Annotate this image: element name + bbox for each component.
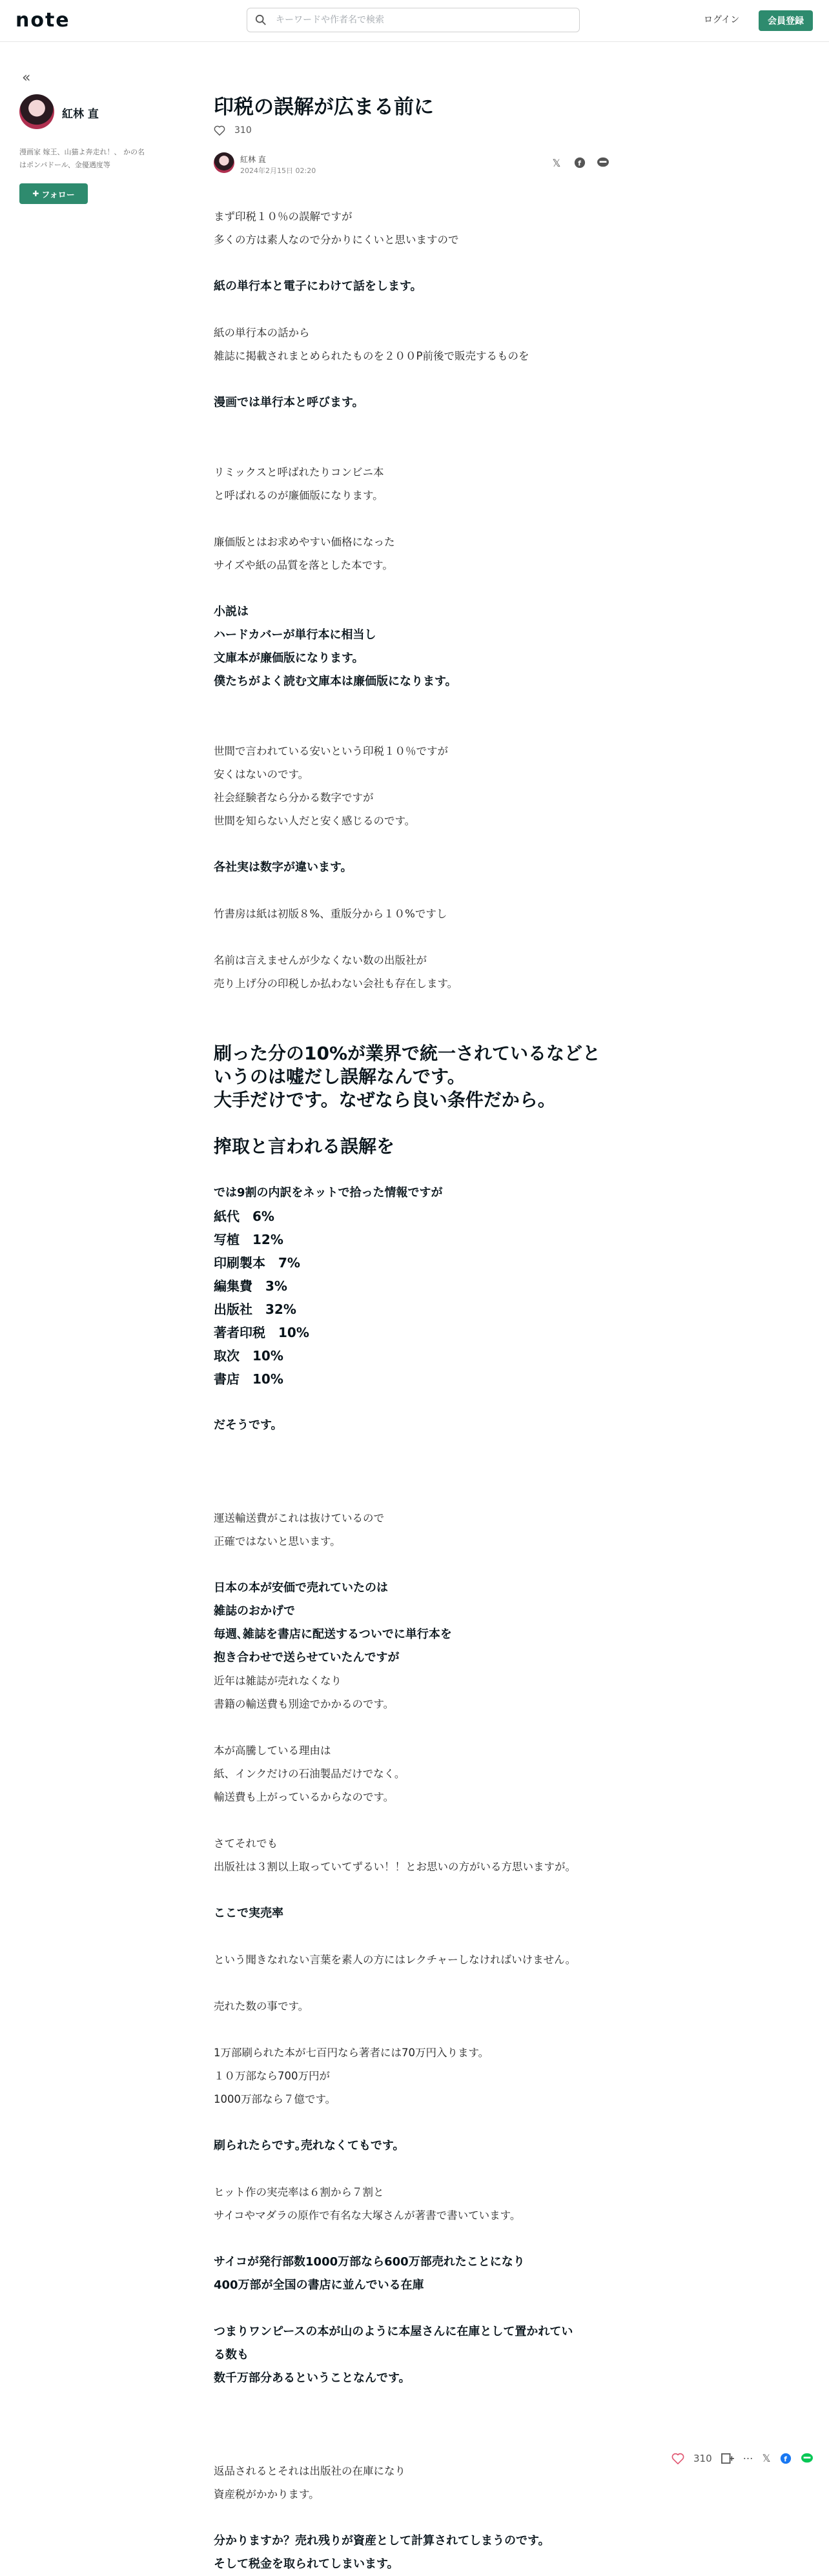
bottom-like-count: 310 bbox=[693, 2452, 712, 2464]
article-paragraph: ここで実売率 bbox=[214, 1906, 283, 1920]
article-paragraph: 廉価版とはお求めやすい価格になった bbox=[214, 536, 395, 548]
article-paragraph: では9割の内訳をネットで拾った情報ですが bbox=[214, 1186, 443, 1200]
article-paragraph: 漫画では単行本と呼びます。 bbox=[214, 396, 364, 409]
facebook-share-icon[interactable] bbox=[573, 156, 586, 169]
spacer bbox=[214, 833, 614, 856]
follow-button[interactable] bbox=[19, 183, 88, 204]
magazine-add-icon[interactable] bbox=[721, 2453, 734, 2464]
spacer bbox=[214, 1879, 614, 1902]
article-paragraph: 400万部が全国の書店に並んでいる在庫 bbox=[214, 2278, 424, 2292]
signup-button[interactable]: 会員登録 bbox=[759, 10, 813, 31]
spacer bbox=[214, 2111, 614, 2134]
article-paragraph: 竹書房は紙は初版８%、重版分から１０%ですし bbox=[214, 908, 447, 920]
article-paragraph: 各社実は数字が違います。 bbox=[214, 861, 353, 874]
article-paragraph: 日本の本が安価で売れていたのは bbox=[214, 1581, 388, 1595]
article-paragraph: 本が高騰している理由は bbox=[214, 1744, 331, 1757]
article-paragraph: 紙の単行本と電子にわけて話をします。 bbox=[214, 280, 422, 293]
article-paragraph: 雑誌のおかげで bbox=[214, 1604, 295, 1618]
article-paragraph: 資産税がかかります。 bbox=[214, 2488, 320, 2500]
site-header bbox=[0, 0, 829, 42]
spacer bbox=[214, 1809, 614, 1832]
spacer bbox=[214, 507, 614, 531]
article-paragraph: 雑誌に掲載されまとめられたものを２００P前後で販売するものを bbox=[214, 350, 529, 362]
article-paragraph: 近年は雑誌が売れなくなり bbox=[214, 1675, 342, 1687]
svg-text:f: f bbox=[783, 2455, 787, 2463]
facebook-share-icon[interactable] bbox=[780, 2453, 792, 2464]
breakdown-item: 写植 12% bbox=[214, 1232, 283, 1247]
article-paragraph: 多くの方は素人なので分かりにくいと思いますので bbox=[214, 234, 459, 246]
article-paragraph: 名前は言えませんが少なくない数の出版社が bbox=[214, 954, 427, 966]
article-paragraph: サイコが発行部数1000万部なら600万部売れたことになり bbox=[214, 2255, 525, 2269]
article-paragraph: 安くはないのです。 bbox=[214, 768, 309, 781]
spacer bbox=[214, 2390, 614, 2413]
article-paragraph: 返品されるとそれは出版社の在庫になり bbox=[214, 2465, 405, 2477]
article-paragraph: サイズや紙の品質を落とした本です。 bbox=[214, 559, 393, 571]
more-icon[interactable]: ⋯ bbox=[742, 2452, 753, 2464]
user-plus-icon: ✚ bbox=[32, 189, 39, 198]
spacer bbox=[214, 2506, 614, 2530]
breakdown-item: 出版社 32% bbox=[214, 1302, 296, 1317]
article-paragraph: 1000万部なら７億です。 bbox=[214, 2093, 336, 2105]
article-paragraph: 小説は bbox=[214, 605, 249, 618]
spacer bbox=[214, 1437, 614, 1460]
spacer bbox=[214, 1925, 614, 1948]
svg-text:f: f bbox=[578, 159, 582, 168]
article-paragraph: ハードカバーが単行本に相当し bbox=[214, 628, 376, 642]
x-share-icon[interactable]: 𝕏 bbox=[762, 2452, 771, 2464]
x-share-icon[interactable]: 𝕏 bbox=[552, 156, 561, 169]
spacer bbox=[214, 298, 614, 322]
article-paragraph: だそうです。 bbox=[214, 1418, 283, 1432]
spacer bbox=[214, 368, 614, 391]
article-paragraph: 分かりますか？売れ残りが資産として計算されてしまうのです。 bbox=[214, 2534, 550, 2548]
breakdown-item: 著者印税 10% bbox=[214, 1325, 309, 1340]
spacer bbox=[214, 1716, 614, 1739]
article-paragraph: 文庫本が廉価版になります。 bbox=[214, 651, 364, 665]
article-paragraph: 運送輸送費がこれは抜けているので bbox=[214, 1512, 384, 1524]
spacer bbox=[214, 438, 614, 461]
line-share-icon[interactable] bbox=[801, 2453, 814, 2464]
author-bio: 漫画家 嫁王、山猫よ奔走れ！、 かの名はポンパドール、金優遇度等 bbox=[19, 148, 145, 169]
article-paragraph: 世間で言われている安いという印税１０％ですが bbox=[214, 745, 448, 757]
article-paragraph: と呼ばれるのが廉価版になります。 bbox=[214, 489, 384, 502]
article-heading: いうのは嘘だし誤解なんです。 bbox=[214, 1066, 466, 1087]
article-heading: 大手だけです。なぜなら良い条件だから。 bbox=[214, 1089, 556, 1110]
article-paragraph: まず印税１０％の誤解ですが bbox=[214, 210, 353, 223]
breakdown-item: 取次 10% bbox=[214, 1348, 283, 1364]
line-share-icon[interactable] bbox=[597, 156, 609, 169]
article-paragraph: さてそれでも bbox=[214, 1837, 278, 1850]
article-paragraph: ヒット作の実売率は６割から７割と bbox=[214, 2186, 384, 2198]
article-paragraph: 抱き合わせで送らせていたんですが bbox=[214, 1651, 400, 1664]
spacer bbox=[214, 577, 614, 600]
article-heading: 刷った分の10%が業界で統一されているなどと bbox=[214, 1043, 601, 1064]
spacer bbox=[214, 1112, 614, 1135]
spacer bbox=[214, 252, 614, 275]
breakdown-item: 書店 10% bbox=[214, 1371, 283, 1387]
article-paragraph: 売れた数の事です。 bbox=[214, 2000, 309, 2012]
article-paragraph: 数千万部分あるということなんです。 bbox=[214, 2371, 411, 2385]
article-paragraph: 書籍の輸送費も別途でかかるのです。 bbox=[214, 1698, 394, 1710]
login-link[interactable]: ログイン bbox=[704, 15, 740, 25]
search-input[interactable] bbox=[274, 14, 561, 26]
spacer bbox=[214, 2227, 614, 2251]
follow-label: フォロー bbox=[41, 190, 75, 200]
spacer bbox=[214, 2413, 614, 2437]
spacer bbox=[214, 2437, 614, 2460]
like-count: 310 bbox=[234, 125, 252, 136]
article-paragraph: 紙の単行本の話から bbox=[214, 327, 310, 339]
article-heading: 搾取と言われる誤解を bbox=[214, 1136, 395, 1157]
author-name[interactable]: 紅林 直 bbox=[62, 108, 99, 121]
search-icon bbox=[255, 14, 267, 26]
spacer bbox=[214, 1553, 614, 1577]
article-paragraph: サイコやマダラの原作で有名な大塚さんが著書で書いています。 bbox=[214, 2209, 521, 2222]
byline-author-name[interactable]: 紅林 直 bbox=[240, 155, 266, 164]
article-paragraph: 正確ではないと思います。 bbox=[214, 1535, 341, 1548]
author-avatar[interactable] bbox=[19, 94, 54, 129]
spacer bbox=[214, 1391, 614, 1414]
collapse-sidebar-icon[interactable]: « bbox=[22, 70, 31, 86]
spacer bbox=[214, 1484, 614, 1507]
article-paragraph: 社会経験者なら分かる数字ですが bbox=[214, 792, 374, 804]
spacer bbox=[214, 1460, 614, 1484]
byline-avatar[interactable] bbox=[214, 152, 234, 173]
spacer bbox=[214, 717, 614, 740]
note-logo[interactable]: note bbox=[15, 9, 70, 32]
article-paragraph: 僕たちがよく読む文庫本は廉価版になります。 bbox=[214, 675, 457, 688]
spacer bbox=[214, 1972, 614, 1995]
share-icons bbox=[550, 156, 609, 169]
spacer bbox=[214, 926, 614, 949]
article-paragraph: 出版社は３割以上取っていてずるい！！とお思いの方がいる方思いますが。 bbox=[214, 1861, 576, 1873]
spacer bbox=[214, 414, 614, 438]
article-paragraph: 1万部刷られた本が七百円なら著者には70万円入ります。 bbox=[214, 2047, 489, 2059]
article-body bbox=[214, 205, 614, 2576]
article-paragraph: という聞きなれない言葉を素人の方にはレクチャーしなければいけません。 bbox=[214, 1954, 577, 1966]
breakdown-item: 編集費 3% bbox=[214, 1278, 287, 1294]
spacer bbox=[214, 996, 614, 1019]
search-box[interactable] bbox=[247, 8, 580, 32]
article-paragraph: る数も bbox=[214, 2348, 249, 2362]
publish-date: 2024年2月15日 02:20 bbox=[240, 167, 316, 175]
breakdown-item: 紙代 6% bbox=[214, 1209, 274, 1224]
article-paragraph: 刷られたらです｡売れなくてもです。 bbox=[214, 2139, 405, 2152]
bottom-action-bar bbox=[671, 2452, 814, 2464]
bottom-like-button[interactable] bbox=[671, 2453, 684, 2464]
article-paragraph: 世間を知らない人だと安く感じるのです。 bbox=[214, 815, 416, 827]
spacer bbox=[214, 1158, 614, 1181]
article-title: 印税の誤解が広まる前に bbox=[214, 96, 434, 119]
article-paragraph: リミックスと呼ばれたりコンビニ本 bbox=[214, 466, 384, 478]
article-paragraph: 紙、インクだけの石油製品だけでなく。 bbox=[214, 1768, 405, 1780]
breakdown-item: 印刷製本 7% bbox=[214, 1255, 300, 1271]
spacer bbox=[214, 2297, 614, 2320]
article-paragraph: 輸送費も上がっているからなのです。 bbox=[214, 1791, 394, 1803]
spacer bbox=[214, 1019, 614, 1042]
article-paragraph: 毎週､雑誌を書店に配送するついでに単行本を bbox=[214, 1628, 452, 1641]
article-paragraph: そして税金を取られてしまいます。 bbox=[214, 2557, 399, 2571]
heart-icon[interactable] bbox=[214, 125, 225, 136]
spacer bbox=[214, 2158, 614, 2181]
spacer bbox=[214, 879, 614, 903]
article-paragraph: 売り上げ分の印税しか払わない会社も存在します。 bbox=[214, 977, 458, 990]
like-row[interactable] bbox=[214, 125, 252, 136]
spacer bbox=[214, 693, 614, 717]
article-paragraph: つまりワンピースの本が山のように本屋さんに在庫として置かれてい bbox=[214, 2325, 573, 2338]
spacer bbox=[214, 2018, 614, 2041]
heart-icon bbox=[671, 2453, 684, 2464]
article-paragraph: １０万部なら700万円が bbox=[214, 2070, 330, 2082]
